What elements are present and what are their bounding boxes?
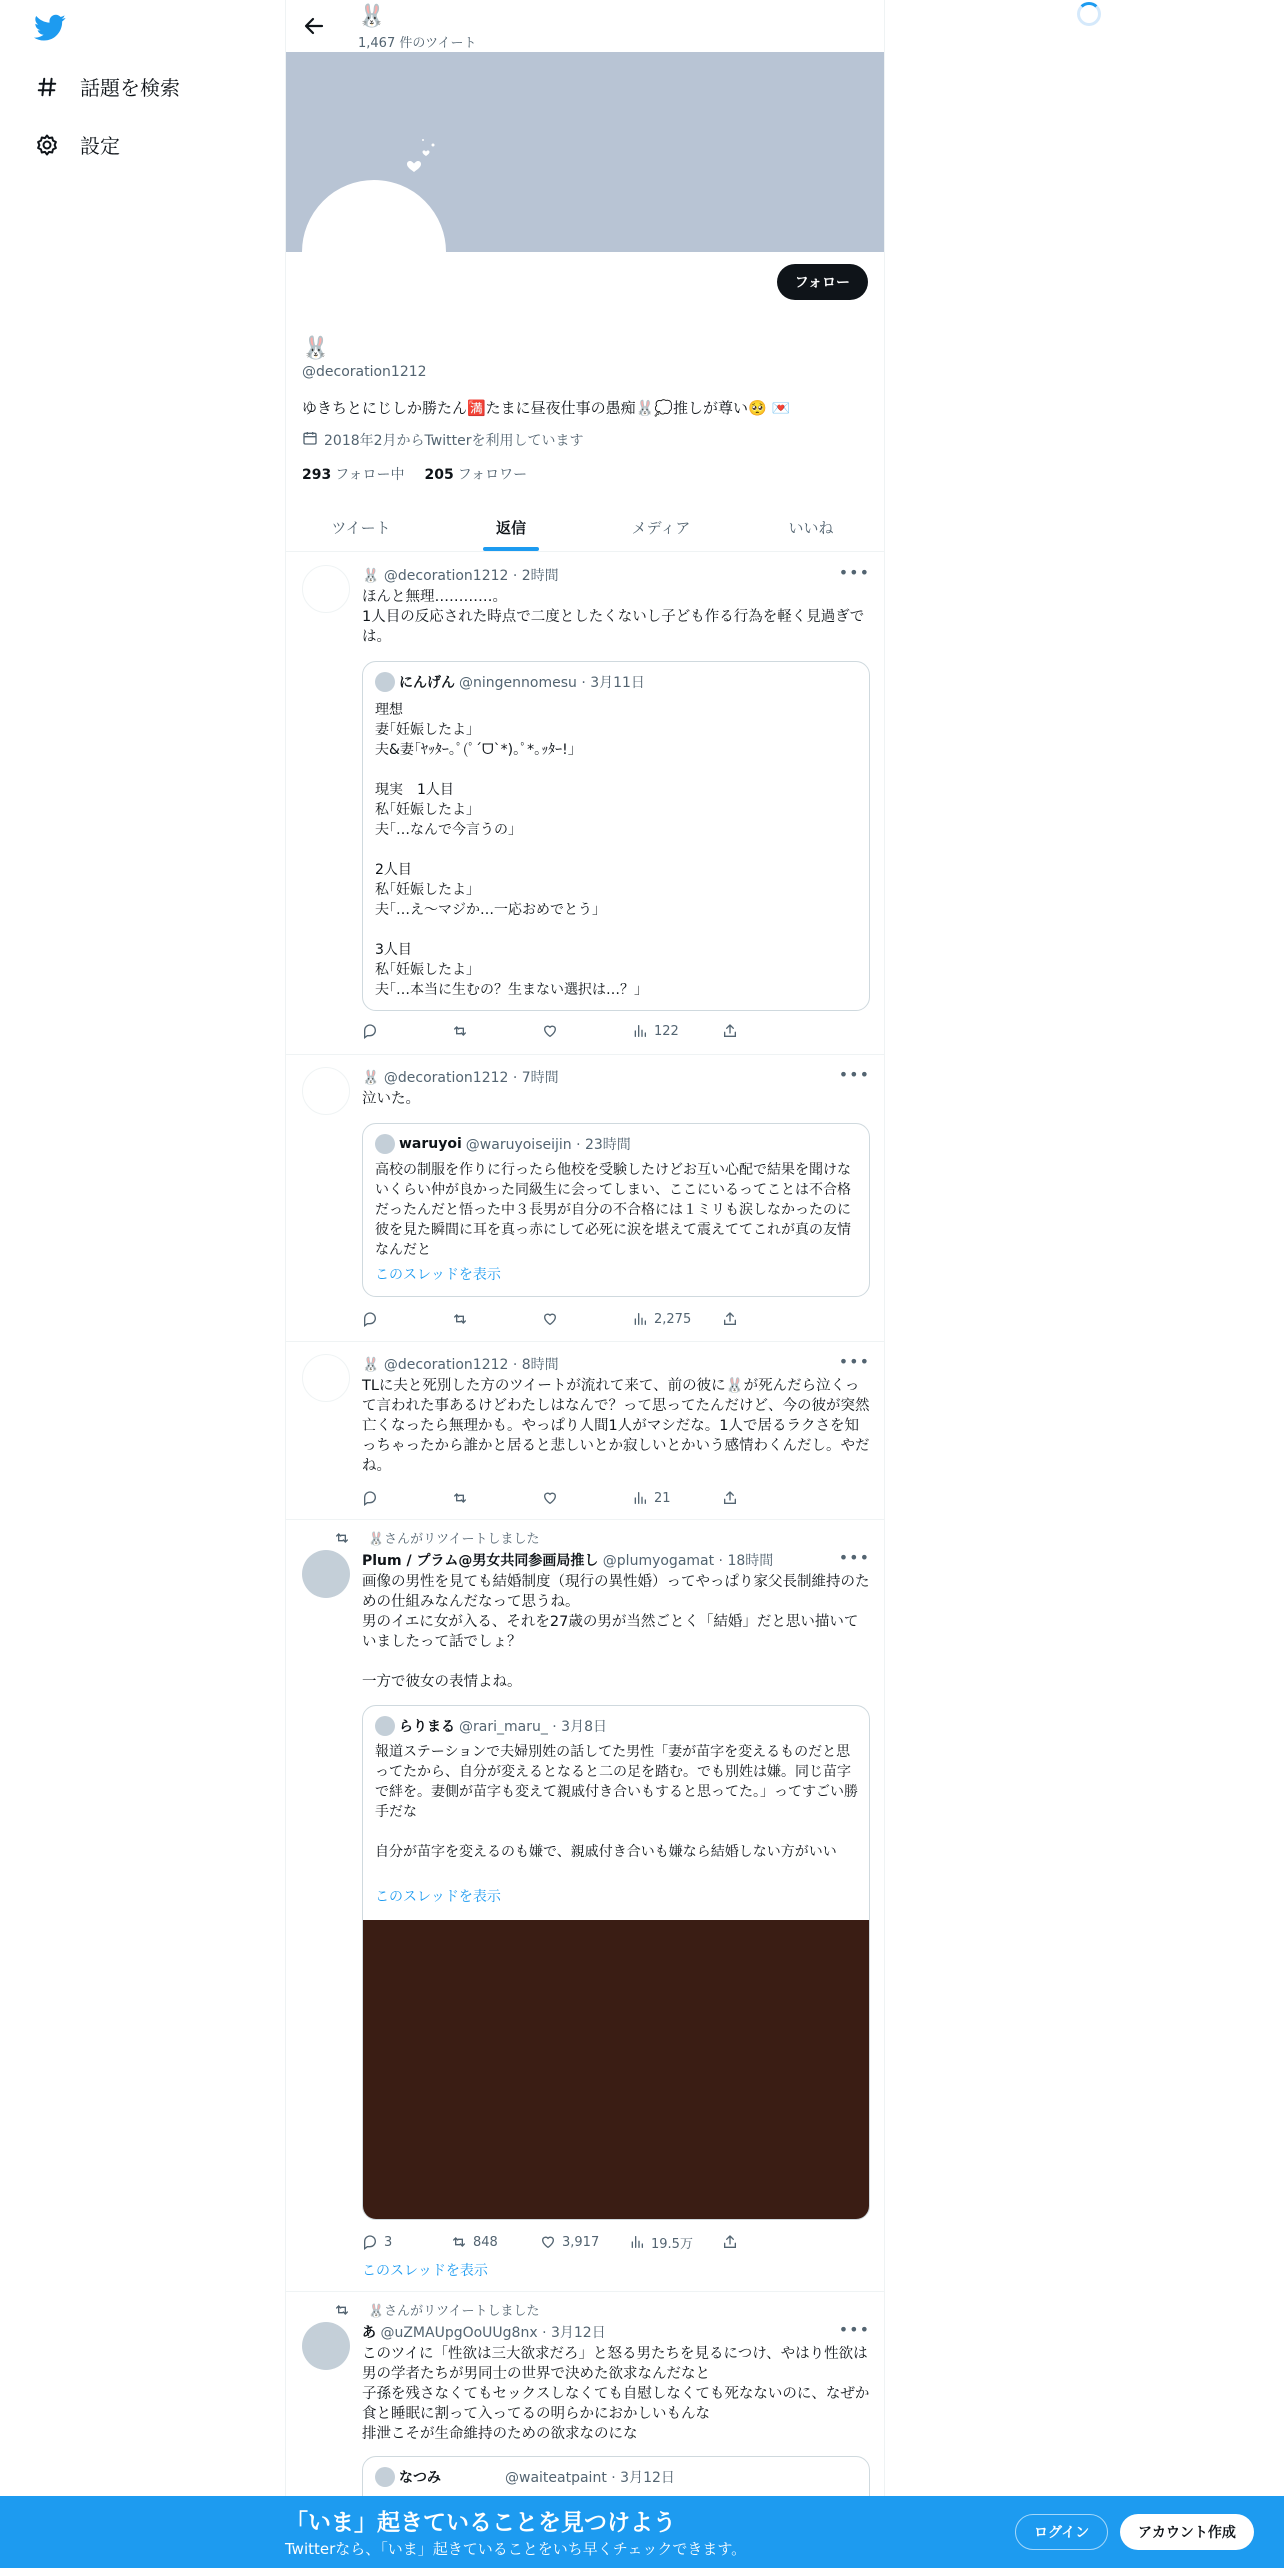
quote-header bbox=[375, 2467, 675, 2487]
reply-button[interactable] bbox=[362, 1488, 422, 1508]
tweet-header bbox=[362, 2322, 606, 2342]
show-thread-link[interactable]: このスレッドを表示 bbox=[375, 1267, 501, 1283]
share-button[interactable] bbox=[722, 1488, 782, 1508]
retweet-icon bbox=[452, 1490, 468, 1506]
calendar-icon bbox=[302, 430, 318, 450]
banner-subtitle: Twitterなら、「いま」起きていることをいち早くチェックできます。 bbox=[285, 2540, 747, 2558]
tweet-count: 1,467 件のツイート bbox=[358, 36, 477, 51]
heart-icon bbox=[542, 1490, 558, 1506]
twitter-logo-icon[interactable] bbox=[34, 14, 66, 42]
quote-avatar bbox=[375, 1134, 395, 1154]
tweet-actions bbox=[362, 1021, 782, 1041]
like-count: 3,917 bbox=[562, 2234, 600, 2250]
more-icon[interactable]: ••• bbox=[838, 1548, 870, 1567]
chart-icon bbox=[629, 2234, 645, 2250]
share-button[interactable] bbox=[722, 2232, 782, 2252]
heart-icon bbox=[540, 2234, 556, 2250]
retweet-button[interactable] bbox=[452, 1309, 512, 1329]
like-button[interactable] bbox=[542, 1488, 602, 1508]
quote-name: らりまる bbox=[399, 1719, 455, 1735]
views-count: 122 bbox=[654, 1023, 679, 1039]
like-button[interactable] bbox=[542, 1021, 602, 1041]
tweet-header bbox=[362, 1550, 773, 1570]
profile-handle: @decoration1212 bbox=[302, 364, 427, 380]
retweet-count: 848 bbox=[473, 2234, 498, 2250]
nav-settings-label: 設定 bbox=[80, 134, 120, 158]
joined-text: 2018年2月からTwitterを利用しています bbox=[324, 433, 584, 449]
quote-header bbox=[375, 672, 645, 692]
retweet-icon bbox=[334, 1530, 350, 1546]
banner-title: 「いま」起きていることを見つけよう bbox=[285, 2510, 676, 2536]
tweet-actions bbox=[362, 2232, 782, 2252]
tweet-text: ほんと無理…………。 1人目の反応された時点で二度としたくないし子ども作る行為を軽く見過ぎでは。 bbox=[362, 589, 865, 645]
chart-icon bbox=[632, 1490, 648, 1506]
views-button[interactable] bbox=[632, 1488, 692, 1508]
following-label: フォロー中 bbox=[335, 467, 405, 483]
quote-tweet[interactable] bbox=[362, 661, 870, 1011]
profile-bio: ゆきちとにじしか勝たん🈵たまに昼夜仕事の愚痴🐰💭推しが尊い🥺 💌 bbox=[302, 399, 791, 417]
retweet-icon bbox=[451, 2234, 467, 2250]
avatar[interactable] bbox=[302, 2322, 350, 2370]
share-icon bbox=[722, 1311, 738, 1327]
author-meta: @plumyogamat · 18時間 bbox=[602, 1553, 774, 1569]
quote-avatar bbox=[375, 1716, 395, 1736]
nav-settings[interactable] bbox=[34, 130, 120, 159]
share-icon bbox=[722, 1490, 738, 1506]
retweeted-text: 🐰さんがリツイートしました bbox=[368, 1532, 540, 1547]
share-icon bbox=[722, 2234, 738, 2250]
login-button[interactable]: ログイン bbox=[1015, 2514, 1108, 2550]
quote-avatar bbox=[375, 672, 395, 692]
views-count: 19.5万 bbox=[651, 2236, 693, 2252]
views-button[interactable] bbox=[629, 2232, 693, 2252]
show-thread-link[interactable]: このスレッドを表示 bbox=[375, 1889, 501, 1905]
profile-name: 🐰 bbox=[302, 336, 330, 361]
quote-text: 理想 妻｢妊娠したよ｣ 夫&妻｢ﾔｯﾀｰ｡ﾟ(ﾟ´ᗜ`*)｡ﾟ*｡ｯﾀｰ!｣ 現実 1人目 私｢妊娠したよ｣ 夫｢…なんで今言うの｣ 2人目 私｢妊娠したよ｣ 夫｢…え〜マジか…一応おめでとう｣ 3人目 私｢妊娠したよ｣ 夫｢…本当に生むの？生まない選択は…？｣ bbox=[375, 702, 641, 998]
retweet-button[interactable] bbox=[451, 2232, 511, 2252]
quote-name: なつみ bbox=[399, 2470, 441, 2486]
share-button[interactable] bbox=[722, 1021, 782, 1041]
nav-explore[interactable] bbox=[34, 72, 180, 101]
avatar[interactable] bbox=[302, 565, 350, 613]
quote-avatar bbox=[375, 2467, 395, 2487]
like-button[interactable] bbox=[540, 2232, 600, 2252]
reply-icon bbox=[362, 1490, 378, 1506]
quote-tweet[interactable] bbox=[362, 1123, 870, 1297]
more-icon[interactable]: ••• bbox=[838, 1352, 870, 1371]
reply-button[interactable] bbox=[362, 1309, 422, 1329]
hearts-decoration-icon bbox=[404, 136, 438, 176]
tweet-actions bbox=[362, 1309, 782, 1329]
hashtag-icon bbox=[34, 74, 60, 100]
quote-header bbox=[375, 1716, 607, 1736]
heart-icon bbox=[542, 1023, 558, 1039]
reply-button[interactable] bbox=[362, 1021, 422, 1041]
avatar[interactable] bbox=[302, 1550, 350, 1598]
following-link[interactable] bbox=[302, 464, 405, 484]
profile-joined bbox=[302, 430, 583, 450]
tweet-1[interactable] bbox=[286, 553, 885, 1055]
share-icon bbox=[722, 1023, 738, 1039]
retweeted-text: 🐰さんがリツイートしました bbox=[368, 2304, 540, 2319]
chart-icon bbox=[632, 1023, 648, 1039]
tweet-text: このツイに「性欲は三大欲求だろ」と怒る男たちを見るにつけ、やはり性欲は男の学者たちが男同士の世界で決めた欲求なんだなと 子孫を残さなくてもセックスしなくても自慰しなくても死なないのに、なぜか食と睡眠に割って入ってるの明らかにおかしいもんな 排泄こそが生命維持のための欲求なのにな bbox=[362, 2346, 870, 2442]
quote-text: 高校の制服を作りに行ったら他校を受験したけどお互い心配で結果を聞けないくらい仲が良かった同級生に会ってしまい、ここにいるってことは不合格だったんだと悟った中３長男が自分の不合格には１ミリも涙しなかったのに彼を見た瞬間に耳を真っ赤にして必死に涙を堪えて震えててこれが真の友情なんだと bbox=[375, 1162, 851, 1258]
tab-replies[interactable]: 返信 bbox=[436, 504, 586, 551]
tweet-4[interactable] bbox=[286, 1520, 885, 2292]
signup-button[interactable]: アカウント作成 bbox=[1120, 2514, 1254, 2550]
tweet-2[interactable] bbox=[286, 1055, 885, 1342]
show-thread-link[interactable]: このスレッドを表示 bbox=[362, 2263, 488, 2279]
retweet-icon bbox=[452, 1023, 468, 1039]
reply-icon bbox=[362, 1311, 378, 1327]
share-button[interactable] bbox=[722, 1309, 782, 1329]
reply-count: 3 bbox=[384, 2234, 393, 2250]
quote-tweet[interactable] bbox=[362, 1705, 870, 2220]
chart-icon bbox=[632, 1311, 648, 1327]
tweet-header: 🐰 @decoration1212 · 2時間 bbox=[362, 568, 559, 584]
quote-name: にんげん bbox=[399, 675, 455, 691]
more-icon[interactable]: ••• bbox=[838, 1065, 870, 1084]
followers-link[interactable] bbox=[425, 464, 528, 484]
retweeted-indicator bbox=[334, 1528, 540, 1547]
gear-icon bbox=[34, 132, 60, 158]
tab-media[interactable]: メディア bbox=[631, 519, 691, 537]
retweet-button[interactable] bbox=[452, 1488, 512, 1508]
retweet-button[interactable] bbox=[452, 1021, 512, 1041]
retweeted-indicator bbox=[334, 2300, 540, 2319]
views-count: 2,275 bbox=[654, 1311, 692, 1327]
views-button[interactable] bbox=[632, 1309, 692, 1329]
tweet-header: 🐰 @decoration1212 · 8時間 bbox=[362, 1357, 559, 1373]
reply-icon bbox=[362, 2234, 378, 2250]
profile-header-bar bbox=[286, 0, 885, 52]
active-tab-indicator bbox=[483, 547, 539, 551]
tweet-actions bbox=[362, 1488, 782, 1508]
followers-label: フォロワー bbox=[457, 467, 528, 483]
heart-icon bbox=[542, 1311, 558, 1327]
profile-tabs bbox=[286, 504, 885, 552]
avatar[interactable] bbox=[302, 1067, 350, 1115]
author-name[interactable]: Plum / プラム@男女共同参画局推し bbox=[362, 1553, 599, 1569]
reply-icon bbox=[362, 1023, 378, 1039]
profile-avatar[interactable] bbox=[302, 180, 446, 324]
loading-spinner-icon bbox=[1077, 2, 1101, 26]
nav-explore-label: 話題を検索 bbox=[80, 76, 180, 100]
more-icon[interactable]: ••• bbox=[838, 2320, 870, 2339]
quote-name: waruyoi bbox=[399, 1136, 462, 1152]
signup-banner bbox=[0, 2496, 1284, 2568]
retweet-icon bbox=[334, 2302, 350, 2318]
tweet-text: TLに夫と死別した方のツイートが流れて来て、前の彼に🐰が死んだら泣くって言われた事あるけどわたしはなんで？って思ってたんだけど、今の彼が突然亡くなったら無理かも。やっぱり人間1人がマシだな。1人で居るラクさを知っちゃったから誰かと居ると悲しいとか寂しいとかいう感情わくんだし。やだね。 bbox=[362, 1378, 870, 1474]
quote-meta: @waruyoiseijin · 23時間 bbox=[465, 1137, 631, 1153]
profile-timeline bbox=[285, 0, 885, 2568]
author-meta: @uZMAUpgOoUUg8nx · 3月12日 bbox=[380, 2325, 606, 2341]
avatar[interactable] bbox=[302, 1354, 350, 1402]
followers-count: 205 bbox=[424, 467, 454, 483]
quote-meta: @waiteatpaint · 3月12日 bbox=[505, 2470, 675, 2486]
views-count: 21 bbox=[654, 1490, 671, 1506]
following-count: 293 bbox=[302, 467, 332, 483]
quote-meta: @rari_maru_ · 3月8日 bbox=[459, 1719, 607, 1735]
tweet-3[interactable] bbox=[286, 1342, 885, 1520]
views-button[interactable] bbox=[632, 1021, 692, 1041]
tweet-text: 画像の男性を見ても結婚制度（現行の異性婚）ってやっぱり家父長制維持のための仕組みなんだなって思うね。 男のイエに女が入る、それを27歳の男が当然ごとく「結婚」だと思い描いていましたって話でしょ？ 一方で彼女の表情よね。 bbox=[362, 1574, 870, 1690]
quote-meta: @ningennomesu · 3月11日 bbox=[459, 675, 645, 691]
quote-header bbox=[375, 1134, 631, 1154]
reply-button[interactable] bbox=[362, 2232, 422, 2252]
tab-tweets[interactable]: ツイート bbox=[331, 519, 391, 537]
tweet-header: 🐰 @decoration1212 · 7時間 bbox=[362, 1070, 559, 1086]
profile-stats bbox=[302, 464, 527, 484]
tab-likes[interactable]: いいね bbox=[788, 519, 834, 537]
like-button[interactable] bbox=[542, 1309, 602, 1329]
tweet-text: 泣いた。 bbox=[362, 1091, 420, 1107]
author-name[interactable]: あ bbox=[362, 2325, 376, 2341]
header-title: 🐰 bbox=[358, 4, 386, 29]
more-icon[interactable]: ••• bbox=[838, 563, 870, 582]
quote-text: 報道ステーションで夫婦別姓の話してた男性「妻が苗字を変えるものだと思ってたから、自分が変えるとなると二の足を踏む。でも別姓は嫌。同じ苗字で絆を。妻側が苗字も変えて親戚付き合いもすると思ってた。」ってすごい勝手だな 自分が苗字を変えるのも嫌で、親戚付き合いも嫌なら結婚しない方がいい bbox=[375, 1744, 858, 1860]
quote-media-image[interactable] bbox=[363, 1920, 870, 2220]
follow-button[interactable]: フォロー bbox=[777, 264, 868, 300]
retweet-icon bbox=[452, 1311, 468, 1327]
back-arrow-icon[interactable] bbox=[302, 14, 326, 38]
